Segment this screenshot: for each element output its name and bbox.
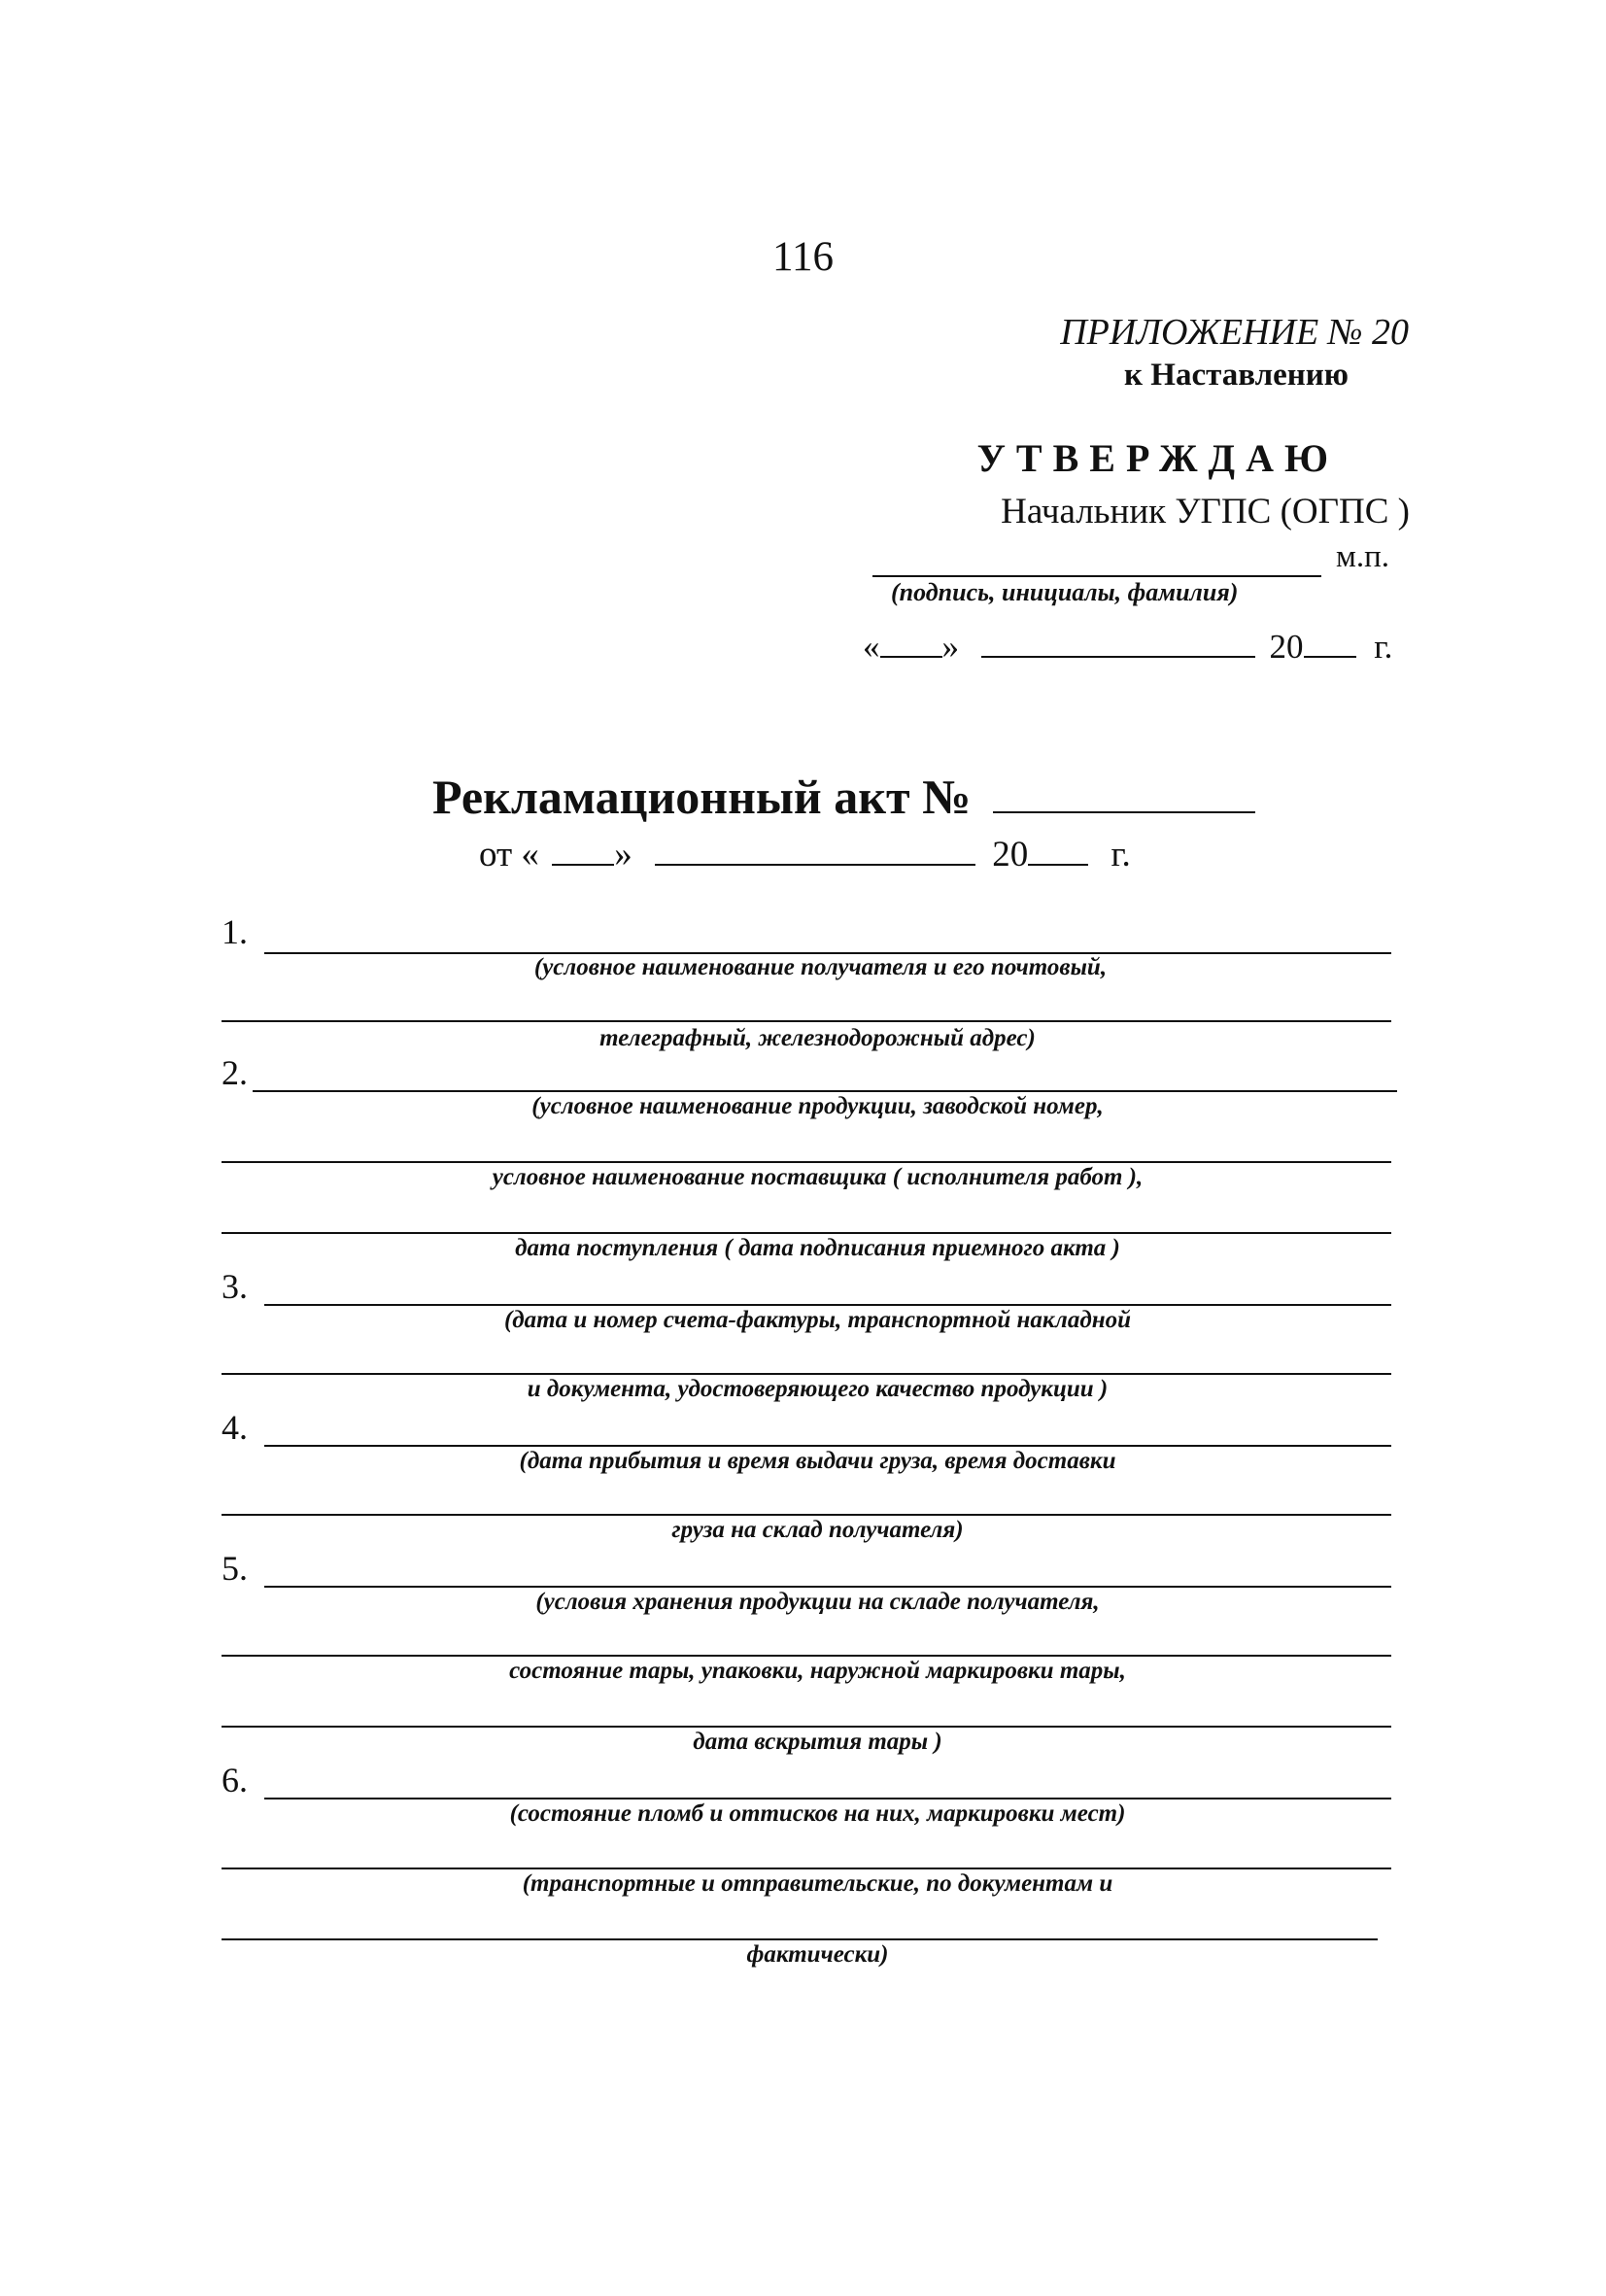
item-line[interactable]	[222, 1232, 1391, 1234]
item-caption-text: (условное наименование получателя и его почтовый,	[533, 954, 1108, 980]
act-year-prefix: 20	[992, 835, 1029, 874]
approval-date	[863, 622, 1392, 667]
approval-day-blank[interactable]	[880, 622, 942, 658]
item-line[interactable]	[222, 1655, 1391, 1657]
item-caption	[0, 1658, 1606, 1685]
page-number: 116	[772, 234, 834, 280]
item-caption-text: условное наименование поставщика ( исполнителя работ ),	[492, 1164, 1144, 1190]
act-date	[479, 828, 1131, 875]
item-caption-text: груза на склад получателя)	[671, 1517, 964, 1543]
act-date-prefix: от «	[479, 835, 539, 874]
act-title-row	[432, 763, 1255, 825]
item-caption	[0, 954, 1606, 981]
approval-date-open-quote: «	[863, 628, 880, 666]
item-line[interactable]	[222, 1020, 1391, 1022]
item-line[interactable]	[264, 1304, 1391, 1306]
item-caption-text: (дата и номер счета-фактуры, транспортной накладной	[503, 1307, 1132, 1333]
item-caption	[0, 1729, 1606, 1756]
item-caption	[0, 1376, 1606, 1403]
act-title: Рекламационный акт №	[432, 770, 972, 824]
act-day-blank[interactable]	[552, 828, 614, 866]
act-date-close-quote: »	[614, 835, 632, 874]
item-caption	[0, 1517, 1606, 1544]
item-line[interactable]	[222, 1868, 1391, 1869]
item-caption-text: (условное наименование продукции, заводской номер,	[531, 1093, 1104, 1119]
act-month-blank[interactable]	[655, 828, 975, 866]
item-caption-text: состояние тары, упаковки, наружной маркировки тары,	[509, 1658, 1126, 1684]
item-caption-text: (дата прибытия и время выдачи груза, время доставки	[519, 1448, 1116, 1474]
item-caption	[0, 1870, 1606, 1898]
appendix-title: ПРИЛОЖЕНИЕ № 20	[1060, 312, 1409, 353]
item-line[interactable]	[264, 1586, 1391, 1588]
item-caption-text: (условия хранения продукции на складе получателя,	[535, 1589, 1100, 1615]
approval-year-blank[interactable]	[1304, 622, 1356, 658]
item-caption	[0, 1164, 1606, 1191]
item-caption-text: дата вскрытия тары )	[693, 1729, 942, 1755]
approval-year-prefix: 20	[1269, 628, 1304, 666]
approval-year-suffix: г.	[1374, 628, 1393, 666]
item-number: 1.	[222, 912, 248, 951]
item-line[interactable]	[253, 1090, 1397, 1092]
item-caption	[0, 1589, 1606, 1616]
item-line[interactable]	[222, 1161, 1391, 1163]
item-caption	[0, 1093, 1606, 1120]
item-caption-text: (транспортные и отправительские, по документам и	[522, 1870, 1113, 1897]
item-caption	[0, 1448, 1606, 1475]
approval-heading: УТВЕРЖДАЮ	[976, 436, 1339, 480]
item-caption-text: телеграфный, железнодорожный адрес)	[599, 1025, 1036, 1051]
item-caption-text: (состояние пломб и оттисков на них, маркировки мест)	[509, 1800, 1126, 1827]
appendix-subtitle: к Наставлению	[1124, 358, 1349, 393]
item-line[interactable]	[264, 1445, 1391, 1447]
item-number: 4.	[222, 1408, 248, 1447]
item-line[interactable]	[222, 1726, 1391, 1728]
signature-caption: (подпись, инициалы, фамилия)	[891, 578, 1239, 606]
approval-date-close-quote: »	[941, 628, 959, 666]
approval-month-blank[interactable]	[981, 622, 1255, 658]
act-year-suffix: г.	[1111, 835, 1131, 874]
item-caption	[0, 1235, 1606, 1262]
act-year-blank[interactable]	[1028, 828, 1088, 866]
item-caption-text: дата поступления ( дата подписания приемного акта )	[515, 1235, 1120, 1261]
stamp-mark: м.п.	[1336, 539, 1390, 574]
item-caption	[0, 1941, 1606, 1969]
item-number: 5.	[222, 1549, 248, 1588]
item-number: 6.	[222, 1761, 248, 1799]
item-line[interactable]	[264, 1798, 1391, 1799]
approval-position: Начальник УГПС (ОГПС )	[1001, 492, 1410, 531]
item-line[interactable]	[222, 1514, 1391, 1516]
item-caption	[0, 1307, 1606, 1334]
act-number-blank[interactable]	[993, 763, 1255, 813]
signature-line[interactable]	[872, 575, 1321, 577]
item-line[interactable]	[222, 1373, 1391, 1375]
item-caption-text: фактически)	[746, 1941, 889, 1968]
item-number: 2.	[222, 1053, 248, 1092]
item-caption	[0, 1800, 1606, 1828]
item-caption	[0, 1025, 1606, 1052]
item-line[interactable]	[222, 1938, 1378, 1940]
item-number: 3.	[222, 1267, 248, 1306]
item-caption-text: и документа, удостоверяющего качество продукции )	[527, 1376, 1109, 1402]
